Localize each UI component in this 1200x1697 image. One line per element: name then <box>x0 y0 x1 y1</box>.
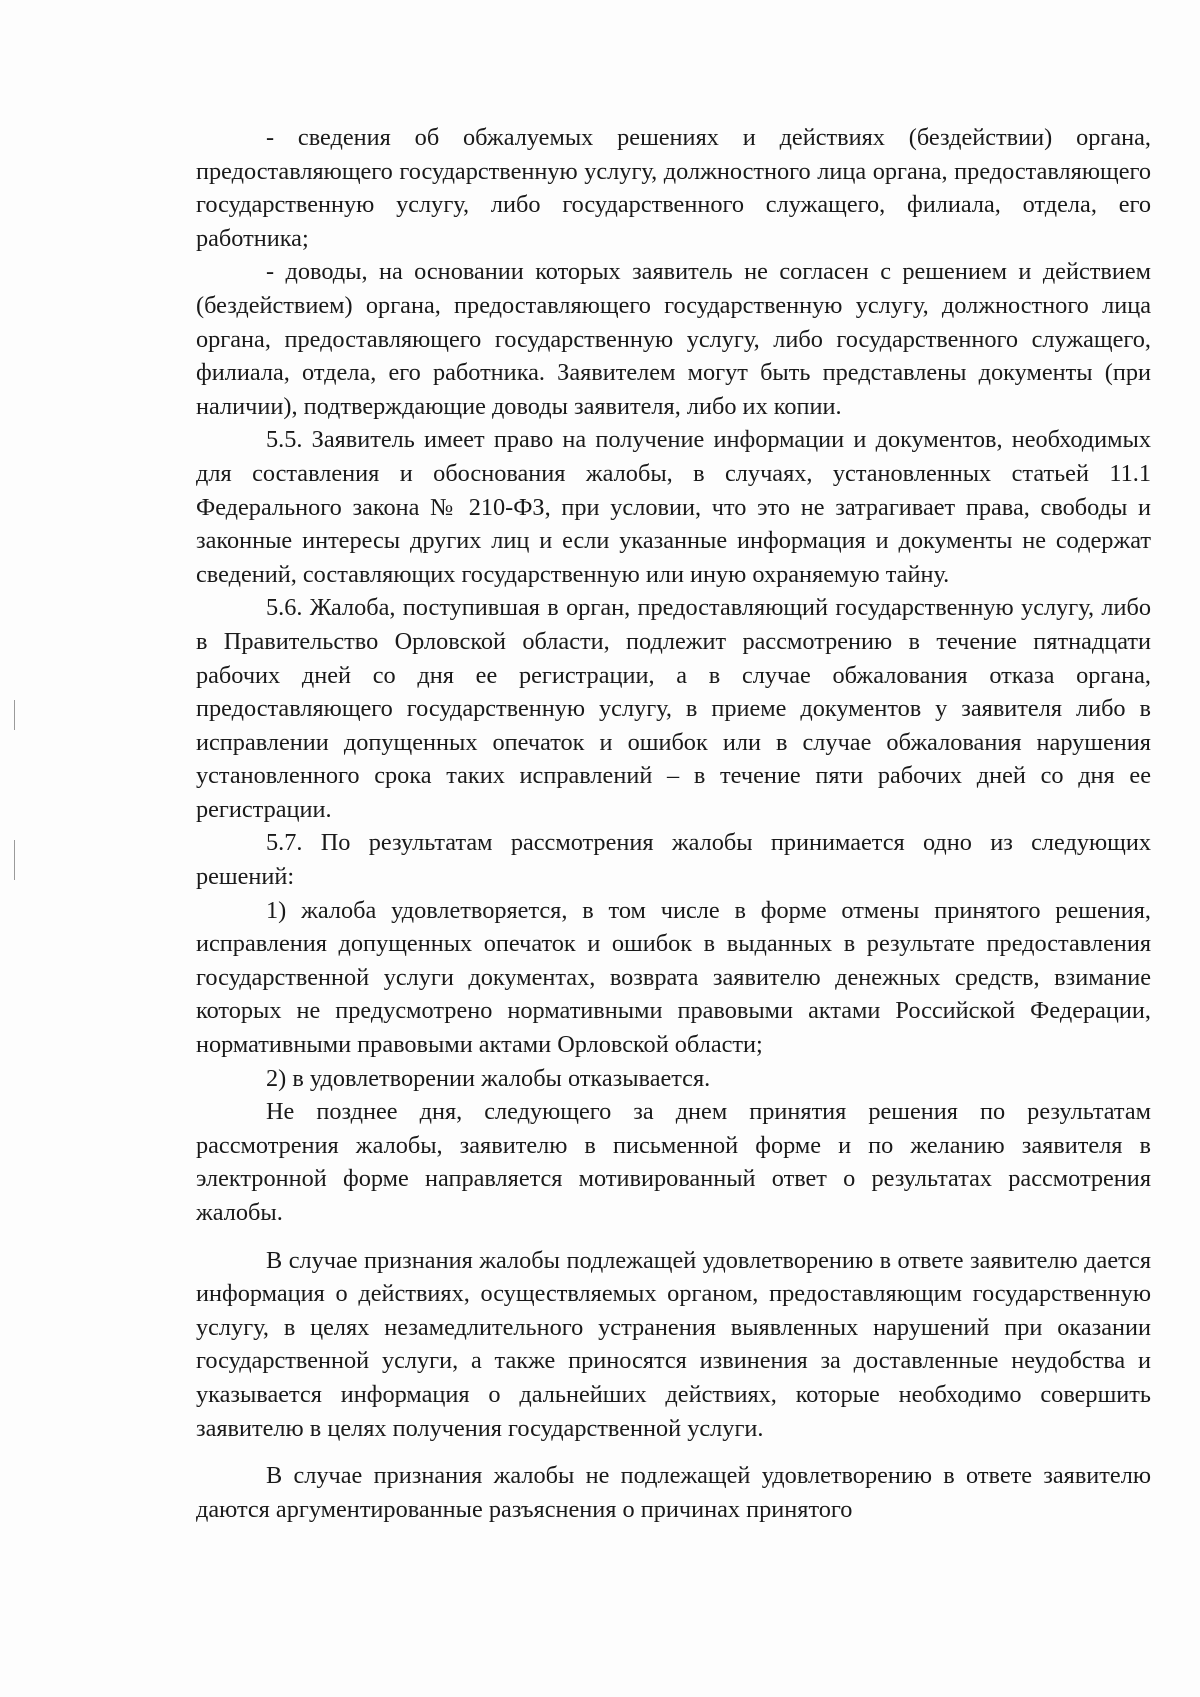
paragraph-complaint-rejected: В случае признания жалобы не подлежащей удовлетворению в ответе заявителю даются аргументированные разъяснения о причинах принятого <box>196 1462 1151 1523</box>
scan-margin-mark <box>14 700 15 730</box>
paragraph-complaint-satisfied: В случае признания жалобы подлежащей удовлетворению в ответе заявителю дается информация о действиях, осуществляемых органом, предоставляющим государственную услугу, в целях незамедлительного устранения выявленных нарушений при оказании государственной услуги, а также приносятся извинения за доставленные неудобства и указывается информация о дальнейших действиях, которые необходимо совершить заявителю в целях получения государственной услуги. <box>196 1246 1151 1442</box>
document-body <box>196 121 1151 1526</box>
paragraph-arguments: - доводы, на основании которых заявитель не согласен с решением и действием (бездействием) органа, предоставляющего государственную услугу, должностного лица органа, предоставляющего государственную услугу, либо государственного служащего, филиала, отдела, его работника. Заявителем могут быть представлены документы (при наличии), подтверждающие доводы заявителя, либо их копии. <box>196 258 1151 420</box>
paragraph-5-6: 5.6. Жалоба, поступившая в орган, предоставляющий государственную услугу, либо в Правительство Орловской области, подлежит рассмотрению в течение пятнадцати рабочих дней со дня ее регистрации, а в случае обжалования отказа органа, предоставляющего государственную услугу, в приеме документов у заявителя либо в исправлении допущенных опечаток и ошибок или в случае обжалования нарушения установленного срока таких исправлений – в течение пяти рабочих дней со дня ее регистрации. <box>196 594 1151 823</box>
paragraph-5-7: 5.7. По результатам рассмотрения жалобы принимается одно из следующих решений: <box>196 829 1151 891</box>
paragraph-complaint-info: - сведения об обжалуемых решениях и действиях (бездействии) органа, предоставляющего государственную услугу, должностного лица органа, предоставляющего государственную услугу, либо государственного служащего, филиала, отдела, его работника; <box>196 124 1151 252</box>
paragraph-decision-1: 1) жалоба удовлетворяется, в том числе в форме отмены принятого решения, исправления допущенных опечаток и ошибок в выданных в результате предоставления государственной услуги документах, возврата заявителю денежных средств, взимание которых не предусмотрено нормативными правовыми актами Российской Федерации, нормативными правовыми актами Орловской области; <box>196 896 1151 1059</box>
paragraph-5-5: 5.5. Заявитель имеет право на получение информации и документов, необходимых для составления и обоснования жалобы, в случаях, установленных статьей 11.1 Федерального закона № 210-ФЗ, при условии, что это не затрагивает права, свободы и законные интересы других лиц и если указанные информация и документы не содержат сведений, составляющих государственную или иную охраняемую тайну. <box>196 426 1151 588</box>
paragraph-decision-2: 2) в удовлетворении жалобы отказывается. <box>266 1064 711 1092</box>
scan-margin-mark <box>14 840 15 880</box>
paragraph-response-deadline: Не позднее дня, следующего за днем принятия решения по результатам рассмотрения жалобы, заявителю в письменной форме и по желанию заявителя в электронной форме направляется мотивированный ответ о результатах рассмотрения жалобы. <box>196 1098 1151 1226</box>
